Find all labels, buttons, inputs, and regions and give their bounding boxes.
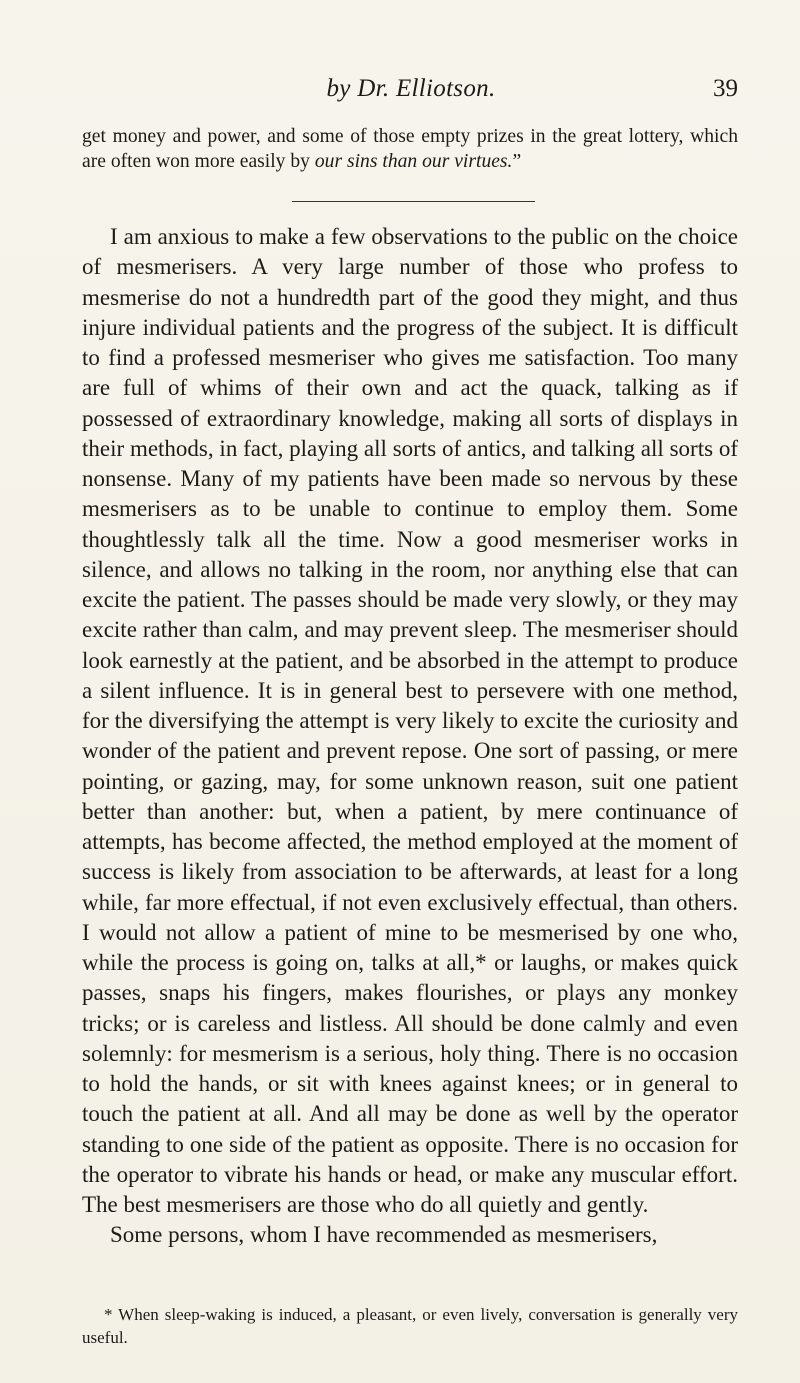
section-divider	[292, 201, 535, 202]
footnote: * When sleep-waking is induced, a pleasant, or even lively, conversation is generally very useful.	[82, 1305, 738, 1347]
body-text	[82, 222, 738, 1251]
opening-text: get money and power, and some of those empty prizes in the great lottery, which are often won more easily by	[82, 126, 738, 172]
running-title: by Dr. Elliotson.	[326, 75, 496, 102]
opening-close-quote: ”	[512, 151, 522, 172]
opening-paragraph	[82, 124, 738, 174]
running-head	[84, 72, 738, 106]
paragraph-some-persons: Some persons, whom I have recommended as mesmerisers,	[110, 1222, 658, 1248]
page-number: 39	[713, 75, 738, 102]
opening-emphasis: our sins than our virtues.	[314, 151, 513, 172]
paragraph-choice-of-mesmerisers: I am anxious to make a few observations to the public on the choice of mesmerisers. A very large number of those who profess to mesmerise do not a hundredth part of the good they might, and thus injure individual patients and the progress of the subject. It is difficult to find a professed mesmeriser who gives me satisfaction. Too many are full of whims of their own and act the quack, talking as if possessed of extraordinary knowledge, making all sorts of displays in their methods, in fact, playing all sorts of antics, and talking all sorts of nonsense. Many of my patients have been made so nervous by these mesmerisers as to be unable to continue to employ them. Some thoughtlessly talk all the time. Now a good mesmeriser works in silence, and allows no talking in the room, nor anything else that can excite the patient. The passes should be made very slowly, or they may excite rather than calm, and may prevent sleep. The mesmeriser should look earnestly at the patient, and be absorbed in the attempt to produce a silent influence. It is in general best to persevere with one method, for the diversifying the attempt is very likely to excite the curiosity and wonder of the patient and prevent repose. One sort of passing, or mere pointing, or gazing, may, for some unknown reason, suit one patient better than another: but, when a patient, by mere continuance of attempts, has become affected, the method employed at the moment of success is likely from association to be afterwards, at least for a long while, far more effectual, if not even exclusively effectual, than others. I would not allow a patient of mine to be mesmerised by one who, while the process is going on, talks at all,* or laughs, or makes quick passes, snaps his fingers, makes flourishes, or plays any monkey tricks; or is careless and listless. All should be done calmly and even solemnly: for mesmerism is a serious, holy thing. There is no occasion to hold the hands, or sit with knees against knees; or in general to touch the patient at all. And all may be done as well by the operator standing to one side of the patient as opposite. There is no occasion for the operator to vibrate his hands or head, or make any muscular effort. The best mesmerisers are those who do all quietly and gently.	[82, 224, 738, 1217]
